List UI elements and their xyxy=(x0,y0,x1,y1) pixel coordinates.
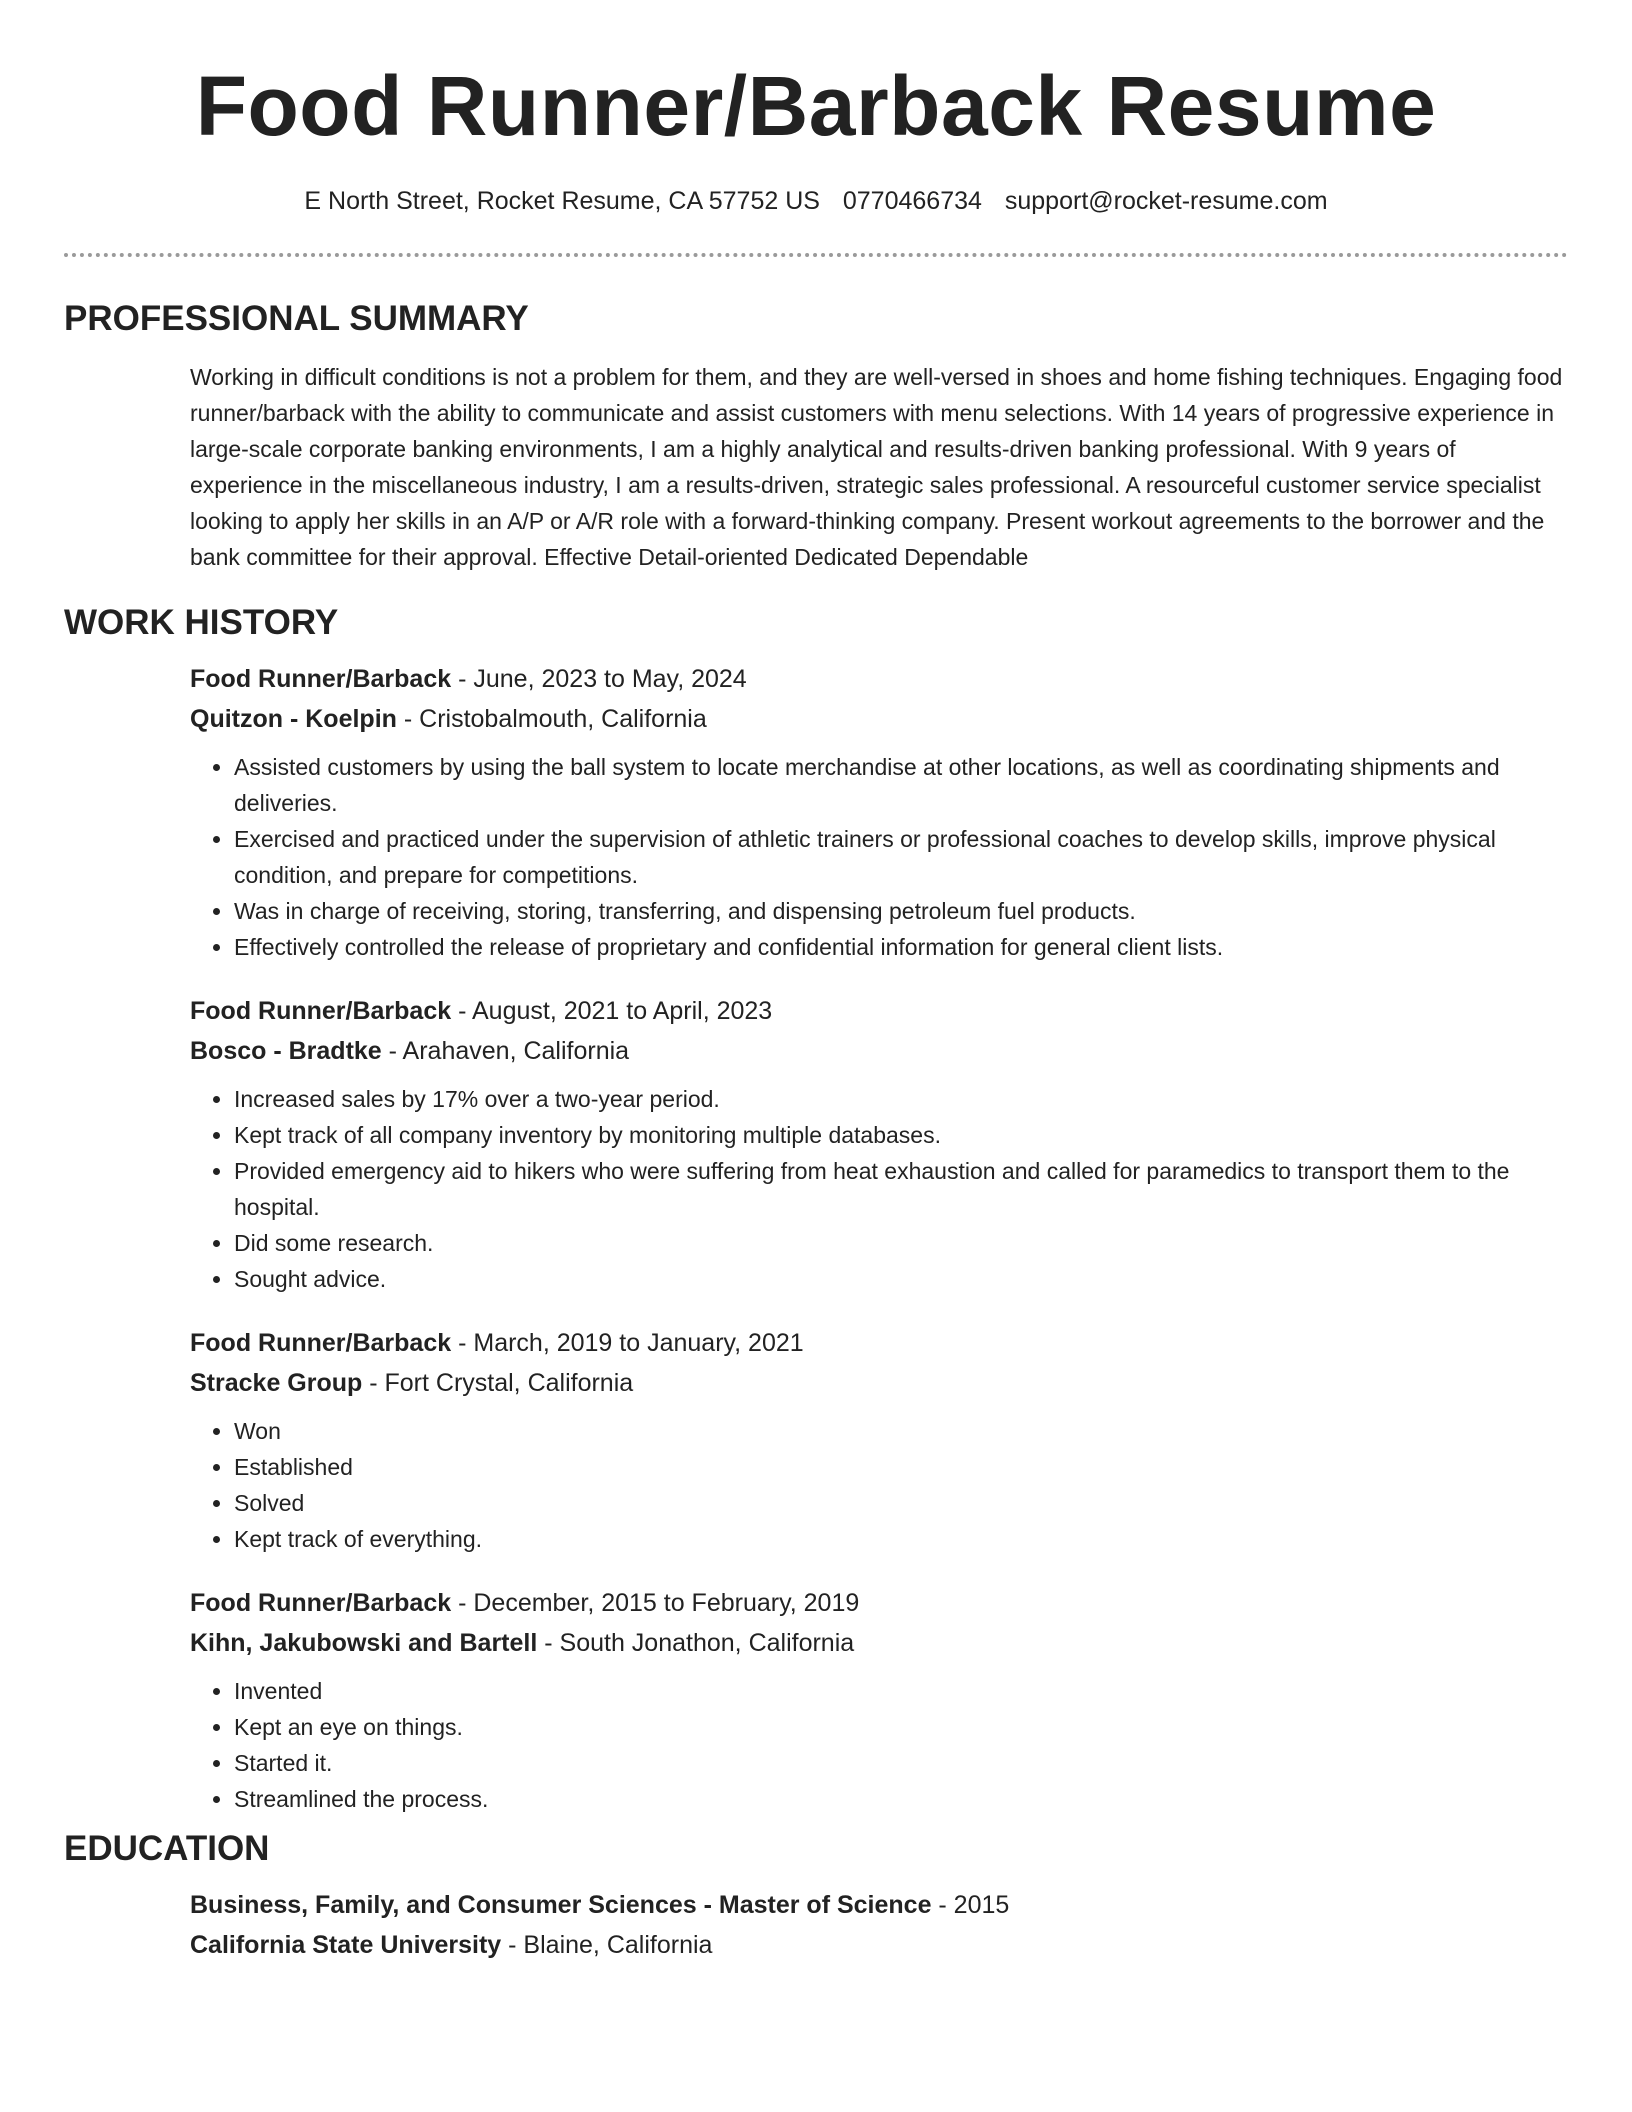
job-dates: - March, 2019 to January, 2021 xyxy=(451,1329,804,1357)
job-company: Kihn, Jakubowski and Bartell xyxy=(190,1629,538,1657)
header-divider xyxy=(64,253,1568,257)
education-location: - Blaine, California xyxy=(501,1931,713,1959)
job-company: Stracke Group xyxy=(190,1369,363,1397)
job-title: Food Runner/Barback xyxy=(190,665,452,693)
education-degree: Business, Family, and Consumer Sciences - Master of Science xyxy=(190,1891,932,1919)
education-heading: EDUCATION xyxy=(64,1829,270,1868)
job-title: Food Runner/Barback xyxy=(190,1329,452,1357)
job-location: - Cristobalmouth, California xyxy=(396,705,707,733)
list-item: • Invented xyxy=(234,1673,1568,1709)
contact-phone: 0770466734 xyxy=(842,187,982,215)
job-company-line xyxy=(190,1363,1568,1403)
job-bullets xyxy=(190,1673,1568,1817)
list-item: • Started it. xyxy=(234,1745,1568,1781)
job-title-line xyxy=(190,991,1568,1031)
list-item: • Was in charge of receiving, storing, transferring, and dispensing petroleum fuel products. xyxy=(234,893,1568,929)
job-title-line xyxy=(190,659,1568,699)
list-item: • Streamlined the process. xyxy=(234,1781,1568,1817)
education-degree-line xyxy=(190,1885,1568,1925)
job-company-line xyxy=(190,1031,1568,1071)
job-company-line xyxy=(190,699,1568,739)
job-company: Bosco - Bradtke xyxy=(190,1037,382,1065)
job-location: - Fort Crystal, California xyxy=(362,1369,634,1397)
contact-address: E North Street, Rocket Resume, CA 57752 US xyxy=(304,187,820,215)
education-school: California State University xyxy=(190,1931,502,1959)
contact-email: support@rocket-resume.com xyxy=(1004,187,1328,215)
job-company: Quitzon - Koelpin xyxy=(190,705,397,733)
education-year: - 2015 xyxy=(931,1891,1010,1919)
job-entry xyxy=(190,1583,1568,1817)
job-dates: - June, 2023 to May, 2024 xyxy=(451,665,747,693)
list-item: • Won xyxy=(234,1413,1568,1449)
list-item: • Kept track of everything. xyxy=(234,1521,1568,1557)
list-item: • Exercised and practiced under the supervision of athletic trainers or professional coaches to develop skills, improve physical condition, and prepare for competitions. xyxy=(234,821,1568,893)
job-location: - South Jonathon, California xyxy=(537,1629,855,1657)
list-item: • Solved xyxy=(234,1485,1568,1521)
job-title: Food Runner/Barback xyxy=(190,997,452,1025)
job-bullets xyxy=(190,1413,1568,1557)
list-item: • Assisted customers by using the ball system to locate merchandise at other locations, as well as coordinating shipments and deliveries. xyxy=(234,749,1568,821)
education-section xyxy=(64,1827,1568,1965)
summary-heading: PROFESSIONAL SUMMARY xyxy=(64,299,529,338)
list-item: • Provided emergency aid to hikers who were suffering from heat exhaustion and called for paramedics to transport them to the hospital. xyxy=(234,1153,1568,1225)
job-dates: - August, 2021 to April, 2023 xyxy=(451,997,773,1025)
list-item: • Kept an eye on things. xyxy=(234,1709,1568,1745)
work-history-section xyxy=(64,601,1568,1817)
job-title-line xyxy=(190,1583,1568,1623)
list-item: • Kept track of all company inventory by monitoring multiple databases. xyxy=(234,1117,1568,1153)
job-entry xyxy=(190,1323,1568,1557)
list-item: • Effectively controlled the release of proprietary and confidential information for general client lists. xyxy=(234,929,1568,965)
summary-section xyxy=(64,297,1568,575)
job-bullets xyxy=(190,1081,1568,1297)
job-entry xyxy=(190,991,1568,1297)
summary-text: Working in difficult conditions is not a problem for them, and they are well-versed in shoes and home fishing techniques. Engaging food runner/barback with the ability to communicate and assist customers with menu selections. With 14 years of progressive experience in large-scale corporate banking environments, I am a highly analytical and results-driven banking professional. With 9 years of experience in the miscellaneous industry, I am a results-driven, strategic sales professional. A resourceful customer service specialist looking to apply her skills in an A/P or A/R role with a forward-thinking company. Present workout agreements to the borrower and the bank committee for their approval. Effective Detail-oriented Dedicated Dependable xyxy=(190,364,1563,570)
job-bullets xyxy=(190,749,1568,965)
job-dates: - December, 2015 to February, 2019 xyxy=(451,1589,860,1617)
job-location: - Arahaven, California xyxy=(381,1037,630,1065)
job-title: Food Runner/Barback xyxy=(190,1589,452,1617)
education-school-line xyxy=(190,1925,1568,1965)
resume-title: Food Runner/Barback Resume xyxy=(195,59,1437,153)
job-title-line xyxy=(190,1323,1568,1363)
contact-line xyxy=(64,184,1568,218)
list-item: • Did some research. xyxy=(234,1225,1568,1261)
job-entry xyxy=(190,659,1568,965)
list-item: • Increased sales by 17% over a two-year period. xyxy=(234,1081,1568,1117)
list-item: • Sought advice. xyxy=(234,1261,1568,1297)
job-company-line xyxy=(190,1623,1568,1663)
work-history-heading: WORK HISTORY xyxy=(64,603,339,642)
list-item: • Established xyxy=(234,1449,1568,1485)
